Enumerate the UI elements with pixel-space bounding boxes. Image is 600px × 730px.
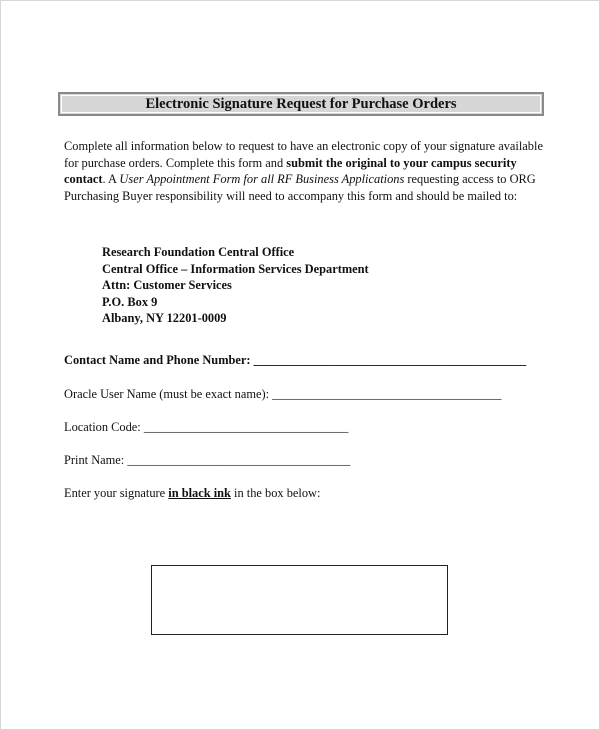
intro-text-3: requesting access to ORG Purchasing Buyer responsibility will need to accompany this form and should be mailed to: bbox=[64, 172, 536, 203]
intro-text-1: Complete all information below to request to have an electronic copy of your signature available for purchase orders. Complete this form and bbox=[64, 139, 543, 170]
title-banner bbox=[58, 92, 544, 116]
location-code-label: Location Code: bbox=[64, 420, 141, 434]
print-name-field[interactable] bbox=[64, 452, 350, 468]
intro-form-name: User Appointment Form for all RF Business Applications bbox=[119, 172, 405, 187]
document-title: Electronic Signature Request for Purchase Orders bbox=[145, 95, 457, 112]
address-line: P.O. Box 9 bbox=[102, 294, 158, 309]
intro-text-2: . A bbox=[102, 172, 120, 187]
contact-field[interactable] bbox=[64, 352, 526, 368]
intro-submit-emphasis: submit the original to your campus security contact bbox=[64, 155, 517, 187]
address-line: Albany, NY 12201-0009 bbox=[102, 311, 227, 326]
oracle-user-field[interactable] bbox=[64, 386, 501, 402]
contact-label: Contact Name and Phone Number: bbox=[64, 353, 251, 367]
oracle-user-label: Oracle User Name (must be exact name): bbox=[64, 387, 270, 401]
contact-blank-line[interactable]: ____________________________________________ bbox=[253, 353, 527, 367]
signature-instruction bbox=[64, 485, 320, 501]
location-code-blank-line[interactable]: _________________________________ bbox=[143, 420, 349, 434]
oracle-user-blank-line[interactable]: _____________________________________ bbox=[272, 387, 502, 401]
address-line: Attn: Customer Services bbox=[102, 278, 232, 293]
signature-box[interactable] bbox=[151, 565, 448, 635]
print-name-blank-line[interactable]: ____________________________________ bbox=[127, 453, 351, 467]
signature-instruction-post: in the box below: bbox=[230, 486, 321, 500]
signature-ink-emphasis: in black ink bbox=[168, 486, 231, 500]
intro-paragraph bbox=[64, 138, 544, 204]
mailing-address bbox=[102, 244, 369, 327]
address-line: Central Office – Information Services Department bbox=[102, 261, 369, 276]
print-name-label: Print Name: bbox=[64, 453, 125, 467]
address-line: Research Foundation Central Office bbox=[102, 245, 295, 259]
location-code-field[interactable] bbox=[64, 419, 348, 435]
signature-instruction-pre: Enter your signature bbox=[64, 486, 169, 500]
